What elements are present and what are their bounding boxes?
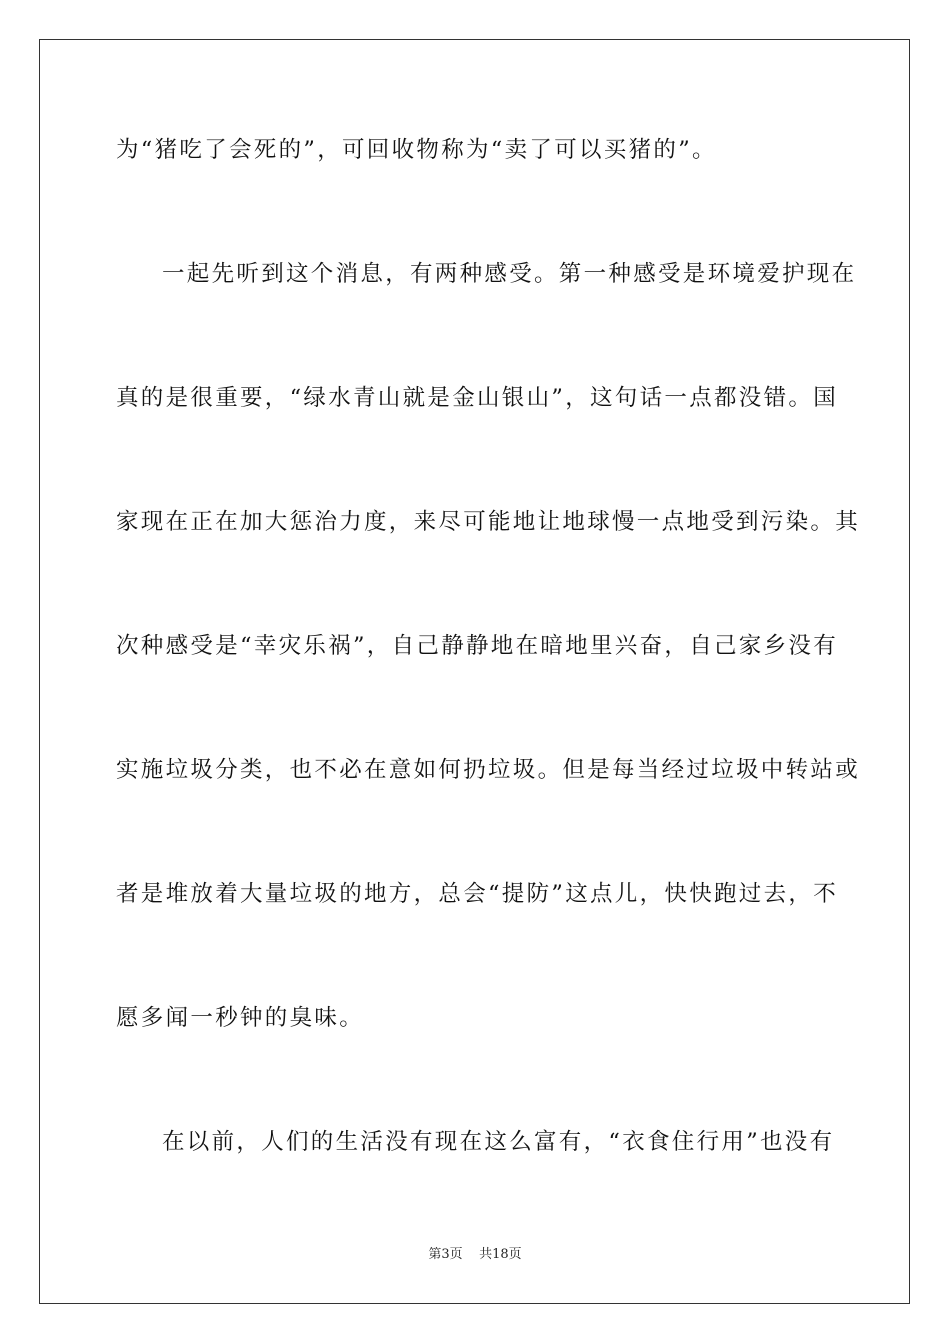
text-line-6: 实施垃圾分类，也不必在意如何扔垃圾。但是每当经过垃圾中转站或 <box>116 757 861 783</box>
text-line-9: 在以前，人们的生活没有现在这么富有，“衣食住行用”也没有 <box>162 1129 835 1155</box>
text-line-5: 次种感受是“幸灾乐祸”，自己静静地在暗地里兴奋，自己家乡没有 <box>116 633 839 659</box>
text-line-4: 家现在正在加大惩治力度，来尽可能地让地球慢一点地受到污染。其 <box>116 509 861 535</box>
page-total: 共18页 <box>479 1247 522 1262</box>
page-footer <box>0 1246 950 1264</box>
text-line-8: 愿多闻一秒钟的臭味。 <box>116 1005 365 1031</box>
text-line-1: 为“猪吃了会死的”，可回收物称为“卖了可以买猪的”。 <box>116 137 717 163</box>
text-line-2: 一起先听到这个消息，有两种感受。第一种感受是环境爱护现在 <box>162 261 857 287</box>
page-number: 第3页 <box>428 1247 463 1262</box>
text-line-7: 者是堆放着大量垃圾的地方，总会“提防”这点儿，快快跑过去，不 <box>116 881 839 907</box>
text-line-3: 真的是很重要，“绿水青山就是金山银山”，这句话一点都没错。国 <box>116 385 839 411</box>
page-border <box>39 39 910 1304</box>
